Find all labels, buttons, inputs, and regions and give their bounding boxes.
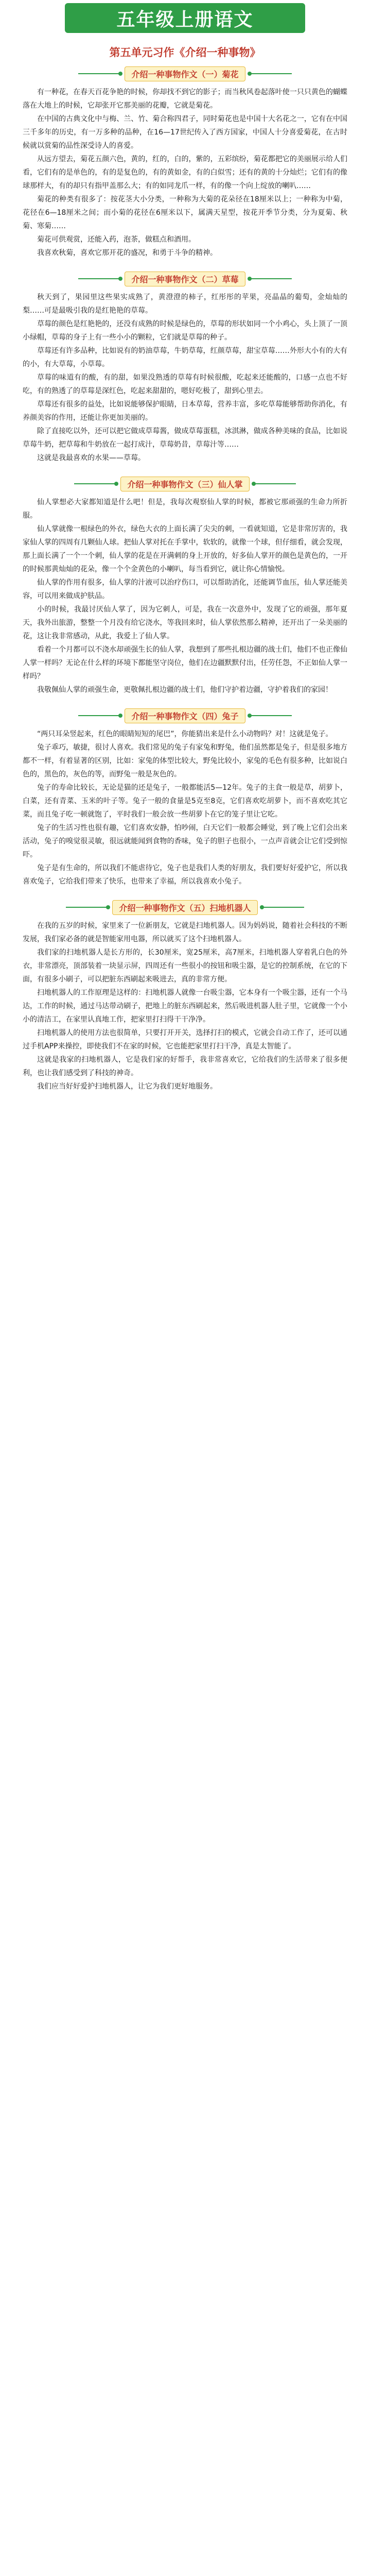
divider-line-right <box>253 483 296 484</box>
paragraph: 扫地机器人的工作原理是这样的：扫地机器人就像一台吸尘器，它本身有一个吸尘器，还有一个马达，工作的时候，通过马达带动刷子，把地上的脏东西刷起来，然后吸进机器人肚子里，它就像一个小小的清洁工，在家里认真地工作，把家里打扫得干干净净。 <box>23 989 347 1024</box>
paragraph: 除了直接吃以外，还可以把它做成草莓酱，做成草莓蛋糕，冰淇淋，做成各种美味的食品，比如说草莓牛奶，把草莓和牛奶放在一起打成汁，草莓奶昔，草莓汁等…… <box>23 427 347 449</box>
paragraph: 这就是我家的扫地机器人，它是我们家的好帮手，我非常喜欢它，它给我们的生活带来了很多便利，也让我们感受到了科技的神奇。 <box>23 1056 347 1077</box>
essay-section <box>0 901 370 1093</box>
paragraph: 我们家的扫地机器人是长方形的，长30厘米，宽25厘米，高7厘米，扫地机器人穿着乳白色的外衣，非常漂亮，顶部装着一块显示屏，四周还有一些很小的按钮和吸尘器，是它的控制系统，在它的下面，有很多小刷子，可以把脏东西刷起来吸进去，真的非常方便。 <box>23 948 347 984</box>
paragraph: 兔子是有生命的，所以我们不能虐待它，兔子也是我们人类的好朋友，我们要好好爱护它，所以我喜欢兔子，它给我们带来了快乐，也带来了幸福，所以我喜欢小兔子。 <box>23 864 347 886</box>
paragraph: 兔子乖巧，敏捷，很讨人喜欢。我们常见的兔子有家兔和野兔，他们虽然都是兔子，但是很多地方都不一样，有着显著的区别，比如：家兔的体型比较大，野兔比较小，家兔的毛色有很多种，比如说白色的，黑色的，灰色的等，而野兔一般是灰色的。 <box>23 743 347 778</box>
section-title-bar <box>0 477 370 490</box>
essay-section <box>0 67 370 260</box>
paragraph: 仙人掌想必大家都知道是什么吧！但是，我每次观察仙人掌的时候，都被它那顽强的生命力所折服。 <box>23 498 347 520</box>
page <box>0 3 370 1093</box>
paragraph: 这就是我最喜欢的水果——草莓。 <box>37 454 145 462</box>
divider-line-left <box>78 715 121 716</box>
essay-section <box>0 272 370 465</box>
paragraph: 草莓的颜色是红艳艳的，还没有成熟的时候是绿色的，草莓的形状如同一个小鸡心，头上顶了一顶小绿帽，草莓的身子上有一些小小的颗粒，它们就是草莓的种子。 <box>23 320 347 342</box>
divider-line-right <box>261 907 304 908</box>
section-title: 介绍一种事物作文（三）仙人掌 <box>120 477 249 492</box>
paragraph: 菊花的种类有很多了：按花茎大小分类，一种称为大菊的花朵径在18厘米以上；一种称为中菊，花径在6—18厘米之间；而小菊的花径在6厘米以下，属满天星型，按花开季节分类，分为夏菊、秋菊、寒菊…… <box>23 195 347 230</box>
divider-line-left <box>78 73 121 74</box>
paragraph: 扫地机器人的使用方法也很简单，只要打开开关，选择打扫的模式，它就会自动工作了，还可以通过手机APP来操控，即使我们不在家的时候，它也能把家里打扫干净，真是太智能了。 <box>23 1029 347 1050</box>
section-title: 介绍一种事物作文（四）兔子 <box>125 708 245 723</box>
section-title: 介绍一种事物作文（一）菊花 <box>125 66 245 81</box>
paragraph: 在中国的古典文化中与梅、兰、竹、菊合称四君子，同时菊花也是中国十大名花之一，它有在中国三千多年的历史，有一万多种的品种，在16—17世纪传入了西方国家，中国人十分喜爱菊花，在古时候就以赏菊的品性深受诗人的喜爱。 <box>23 115 347 150</box>
paragraph: “两只耳朵竖起来，红色的眼睛短短的尾巴”，你能猜出来是什么小动物吗？对！这就是兔子。 <box>37 730 333 738</box>
divider-line-left <box>74 483 117 484</box>
paragraph: 我们应当好好爱护扫地机器人，让它为我们更好地服务。 <box>37 1082 217 1091</box>
paragraph: 秋天到了，果园里这些果实成熟了，黄澄澄的柿子，红彤彤的苹果，亮晶晶的葡萄，金灿灿的梨……可是最吸引我的是红艳艳的草莓。 <box>23 293 347 315</box>
paragraph: 在我的五岁的时候，家里来了一位新朋友，它就是扫地机器人。因为妈妈说，随着社会科技的不断发展，我们家必备的就是智能家用电器，所以就买了这个扫地机器人。 <box>23 922 347 943</box>
section-title: 介绍一种事物作文（五）扫地机器人 <box>112 900 257 915</box>
page-title: 五年级上册语文 <box>116 9 254 30</box>
section-title: 介绍一种事物作文（二）草莓 <box>125 272 245 286</box>
paragraph: 菊花可供观赏，还能入药，泡茶，做糕点和酒用。 <box>37 235 196 244</box>
paragraph: 草莓还有很多的益处，比如说能够保护眼睛，日本草莓，营养丰富，多吃草莓能够帮助你消化，有养颜美容的作用，还能让你更加美丽的。 <box>23 400 347 422</box>
paragraph: 兔子的寿命比较长，无论是猫的还是兔子，一般都能活5—12年。兔子的主食一般是草，胡萝卜，白菜，还有青菜、玉米的叶子等。兔子一般的食量是5克至8克，它们喜欢吃胡萝卜，而不喜欢吃其它菜，而且兔子吃一顿就饱了，平时我们一般会放一些胡萝卜在它的笼子里让它吃。 <box>23 784 347 819</box>
section-title-bar <box>0 272 370 285</box>
paragraph: 有一种花，在春天百花争艳的时候，你却找不到它的影子；而当秋风卷起落叶使一只只黄色的蝴蝶落在大地上的时候，它却张开它那美丽的花瓣，它就是菊花。 <box>23 88 347 110</box>
paragraph: 草莓的味道有的酸，有的甜，如果没熟透的草莓有时候很酸，吃起来还能酸的，口感一点也不好吃，有的熟透了的草莓是深红色，吃起来甜甜的，嗯好吃极了，甜到心里去。 <box>23 374 347 395</box>
paragraph: 小的时候，我最讨厌仙人掌了，因为它刺人，可是，我在一次意外中，发现了它的顽强，那年夏天，我外出旅游，整整一个月没有给它浇水，等我回来时，仙人掌依然那么精神，还开出了一朵美丽的花，这让我非常感动，从此，我爱上了仙人掌。 <box>23 605 347 640</box>
section-title-bar <box>0 709 370 722</box>
divider-line-right <box>249 715 292 716</box>
paragraph: 仙人掌的作用有很多，仙人掌的汁液可以治疗伤口，可以帮助消化，还能调节血压，仙人掌还能美容，可以用来做成护肤品。 <box>23 579 347 600</box>
essay-section <box>0 477 370 697</box>
section-title-bar <box>0 901 370 914</box>
essay-section <box>0 709 370 888</box>
section-title-bar <box>0 67 370 80</box>
divider-line-left <box>66 907 109 908</box>
divider-line-right <box>249 73 292 74</box>
sections-container <box>0 67 370 1093</box>
paragraph: 草莓还有许多品种，比如说有的奶油草莓，牛奶草莓，红颜草莓，甜宝草莓……外形大小有的大有的小，有大草莓，小草莓。 <box>23 347 347 368</box>
paragraph: 我喜欢秋菊，喜欢它那开花的盛况，和勇于斗争的精神。 <box>37 249 217 257</box>
page-subtitle: 第五单元习作《介绍一种事物》 <box>109 46 261 59</box>
paragraph: 我敬佩仙人掌的顽强生命，更敬佩扎根边疆的战士们，他们守护着边疆，守护着我们的家园！ <box>37 686 332 694</box>
paragraph: 兔子的生活习性也很有趣，它们喜欢安静，怕吵闹，白天它们一般都会睡觉，到了晚上它们会出来活动，兔子的嗅觉很灵敏，很远就能闻到食物的香味，兔子的胆子也很小，一点声音就会让它们受到惊吓。 <box>23 824 347 859</box>
paragraph: 看着一个月都可以不浇水却顽强生长的仙人掌，我想到了那些扎根边疆的战士们，他们不也正像仙人掌一样吗？无论在什么样的环境下都能坚守岗位，他们在边疆默默付出，任劳任怨，不正如仙人掌一样吗？ <box>23 646 347 681</box>
paragraph: 仙人掌就像一根绿色的外衣，绿色大衣的上面长满了尖尖的刺，一看就知道，它是非常厉害的，我家仙人掌的四周有几颗仙人球。把仙人掌对托在手掌中，软软的，就像一个球，但仔细看，就会发现，那上面长满了一个一个刺，仙人掌的花是在开满刺的身上开放的，好多仙人掌开的颜色是黄色的，一开的时候那黄灿灿的花朵，像一个个金黄色的小喇叭，每当看到它，就让你心情愉悦。 <box>23 525 347 573</box>
paragraph: 从远方望去，菊花五颜六色，黄的，红的，白的，紫的，五彩缤纷，菊花都把它的美丽展示给人们看，它们有的是单色的，有的是复色的，有的黄如金，有的白似雪；还有的黄的十分灿烂；它们有的像球那样大，有的却只有指甲盖那么大；有的如同龙爪一样，有的像一个向上绽放的喇叭…… <box>23 155 347 190</box>
divider-line-right <box>249 278 292 279</box>
divider-line-left <box>78 278 121 279</box>
header-banner <box>65 3 305 33</box>
